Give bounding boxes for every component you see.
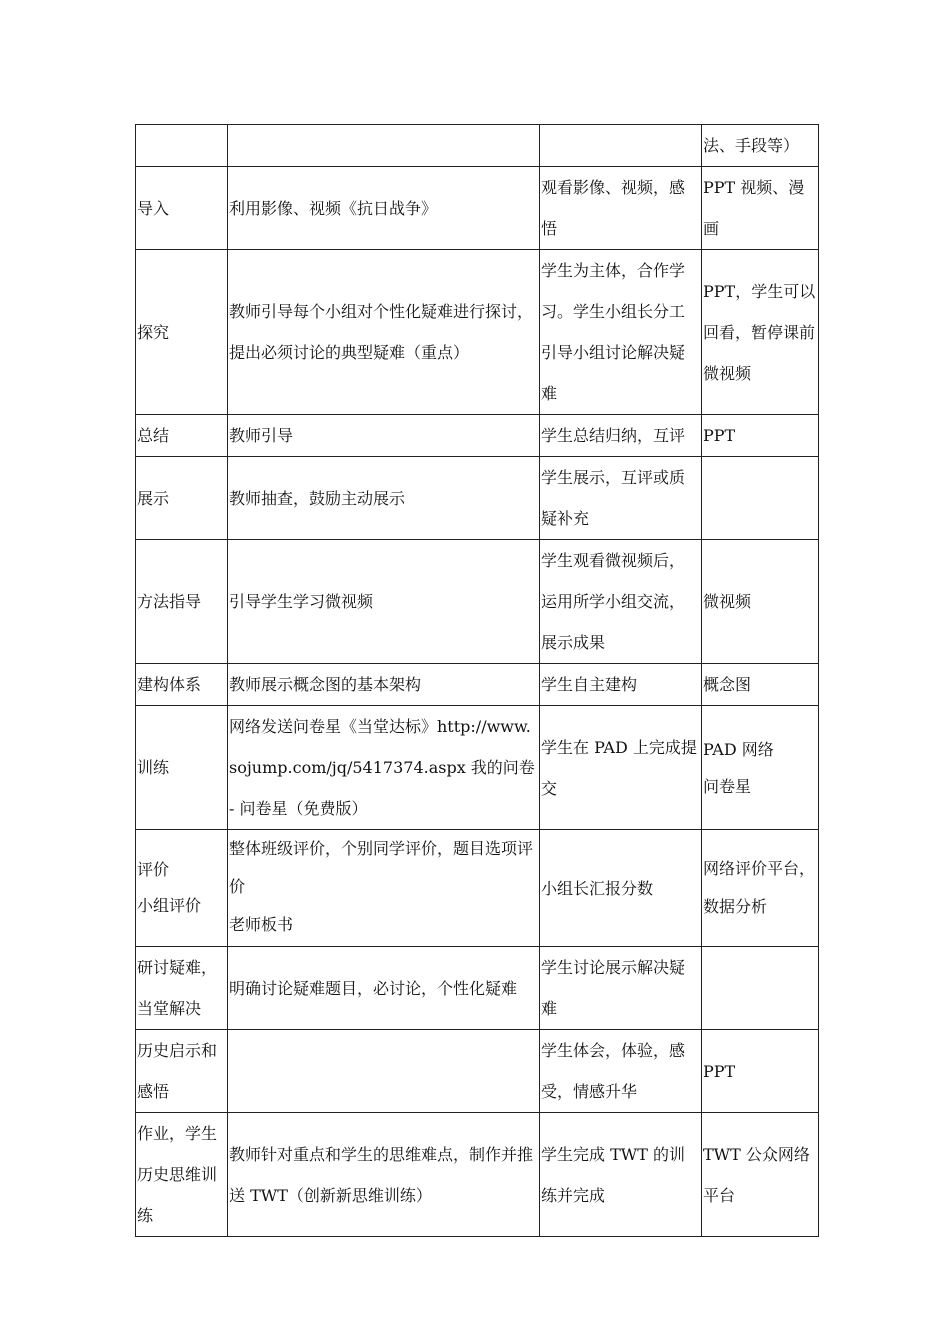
table-row bbox=[136, 540, 819, 664]
table-cell: 展示 bbox=[136, 457, 228, 540]
table-row bbox=[136, 947, 819, 1030]
table-row bbox=[136, 125, 819, 167]
table-cell: PPT bbox=[702, 1030, 819, 1113]
table-cell: 研讨疑难，当堂解决 bbox=[136, 947, 228, 1030]
table-cell: 学生观看微视频后，运用所学小组交流，展示成果 bbox=[540, 540, 702, 664]
table-cell bbox=[540, 125, 702, 167]
cell-line: 网络评价平台， bbox=[703, 859, 816, 878]
table-cell: 法、手段等） bbox=[702, 125, 819, 167]
table-cell: 微视频 bbox=[702, 540, 819, 664]
table-cell: 学生体会，体验，感受，情感升华 bbox=[540, 1030, 702, 1113]
table-cell: 总结 bbox=[136, 415, 228, 457]
table-row bbox=[136, 415, 819, 457]
table-cell bbox=[228, 1030, 540, 1113]
table-cell bbox=[136, 830, 228, 947]
table-cell: 方法指导 bbox=[136, 540, 228, 664]
table-row bbox=[136, 457, 819, 540]
table-cell: 学生在 PAD 上完成提交 bbox=[540, 706, 702, 830]
lesson-plan-table bbox=[135, 124, 819, 1237]
cell-line: 老师板书 bbox=[229, 915, 294, 934]
cell-line: 评价 bbox=[137, 860, 170, 879]
table-cell: 学生讨论展示解决疑难 bbox=[540, 947, 702, 1030]
table-cell: 学生自主建构 bbox=[540, 664, 702, 706]
table-cell: PPT bbox=[702, 415, 819, 457]
cell-line: 整体班级评价，个别同学评价，题目选项评价 bbox=[229, 839, 534, 896]
table-cell: TWT 公众网络平台 bbox=[702, 1113, 819, 1237]
table-cell: 小组长汇报分数 bbox=[540, 830, 702, 947]
table-cell: 教师引导每个小组对个性化疑难进行探讨，提出必须讨论的典型疑难（重点） bbox=[228, 250, 540, 415]
cell-line: 数据分析 bbox=[703, 897, 768, 916]
table-cell: PPT，学生可以回看，暂停课前微视频 bbox=[702, 250, 819, 415]
table-cell bbox=[702, 706, 819, 830]
table-cell: 作业，学生历史思维训练 bbox=[136, 1113, 228, 1237]
table-cell: 网络发送问卷星《当堂达标》http://www.sojump.com/jq/5417374.aspx 我的问卷 - 问卷星（免费版） bbox=[228, 706, 540, 830]
table-cell: 学生展示，互评或质疑补充 bbox=[540, 457, 702, 540]
table-row bbox=[136, 167, 819, 250]
table-cell: 建构体系 bbox=[136, 664, 228, 706]
table-cell: 教师针对重点和学生的思维难点，制作并推送 TWT（创新新思维训练） bbox=[228, 1113, 540, 1237]
table-cell: 训练 bbox=[136, 706, 228, 830]
table-cell: 教师引导 bbox=[228, 415, 540, 457]
table-cell bbox=[228, 125, 540, 167]
table-cell: 引导学生学习微视频 bbox=[228, 540, 540, 664]
table-row bbox=[136, 250, 819, 415]
table-cell bbox=[702, 947, 819, 1030]
table-cell: 探究 bbox=[136, 250, 228, 415]
table-cell bbox=[228, 830, 540, 947]
table-cell: 学生为主体，合作学习。学生小组长分工引导小组讨论解决疑难 bbox=[540, 250, 702, 415]
table-cell bbox=[702, 457, 819, 540]
cell-line: 小组评价 bbox=[137, 896, 202, 915]
table-cell: 导入 bbox=[136, 167, 228, 250]
table-cell: 历史启示和感悟 bbox=[136, 1030, 228, 1113]
table-row bbox=[136, 706, 819, 830]
table-cell bbox=[702, 830, 819, 947]
table-cell: 教师展示概念图的基本架构 bbox=[228, 664, 540, 706]
table-cell: 学生完成 TWT 的训练并完成 bbox=[540, 1113, 702, 1237]
table-cell bbox=[136, 125, 228, 167]
cell-line: PAD 网络 bbox=[703, 739, 774, 759]
table-cell: 教师抽查，鼓励主动展示 bbox=[228, 457, 540, 540]
table-cell: 明确讨论疑难题目，必讨论，个性化疑难 bbox=[228, 947, 540, 1030]
table-cell: 观看影像、视频，感悟 bbox=[540, 167, 702, 250]
cell-line: 问卷星 bbox=[703, 776, 752, 796]
table-cell: 学生总结归纳，互评 bbox=[540, 415, 702, 457]
table-cell: PPT 视频、漫画 bbox=[702, 167, 819, 250]
table-cell: 概念图 bbox=[702, 664, 819, 706]
table-row bbox=[136, 1030, 819, 1113]
table-row bbox=[136, 830, 819, 947]
table-row bbox=[136, 1113, 819, 1237]
table-cell: 利用影像、视频《抗日战争》 bbox=[228, 167, 540, 250]
table-row bbox=[136, 664, 819, 706]
